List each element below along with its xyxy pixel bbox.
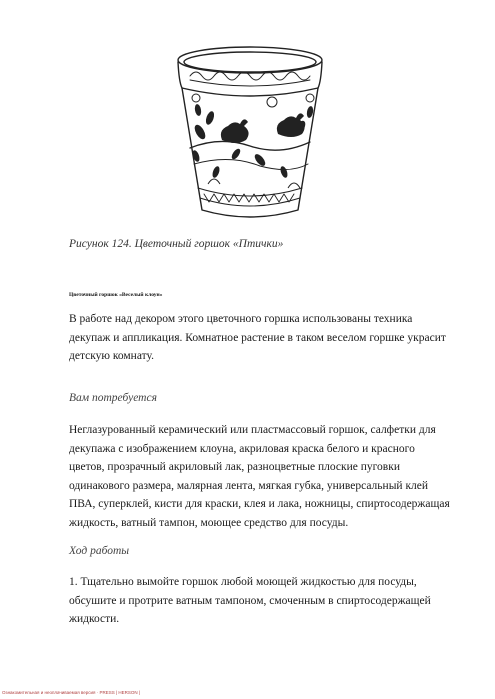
procedure-step-1: 1. Тщательно вымойте горшок любой моющей жидкостью для посуды, обсушите и протрите ватным тампоном, смоченным в спиртосодержащей жидкости. bbox=[69, 576, 431, 625]
materials-heading: Вам потребуется bbox=[69, 392, 157, 404]
materials-paragraph: Неглазурованный керамический или пластмассовый горшок, салфетки для декупажа с изображением клоуна, акриловая краска белого и красного цветов, прозрачный акриловый лак, разноцветные плоские пуговки одинакового размера, малярная лента, мягкая губка, универсальный клей ПВА, суперклей, кисти для краски, клея и лака, ножницы, спиртосодержащая жидкость, ватный тампон, моющее средство для посуды. bbox=[69, 424, 450, 529]
intro-paragraph: В работе над декором этого цветочного горшка использованы техника декупаж и аппликация. Комнатное растение в таком веселом горшке украсит детскую комнату. bbox=[69, 313, 446, 362]
footer-watermark: Ознакомительная и неоплачиваемая версия · PRESS | HERSON | bbox=[2, 690, 141, 695]
figure-caption: Рисунок 124. Цветочный горшок «Птички» bbox=[69, 238, 284, 250]
procedure-heading: Ход работы bbox=[69, 545, 130, 557]
flower-pot-illustration bbox=[160, 38, 340, 228]
project-title: Цветочный горшок «Веселый клоун» bbox=[69, 292, 163, 298]
